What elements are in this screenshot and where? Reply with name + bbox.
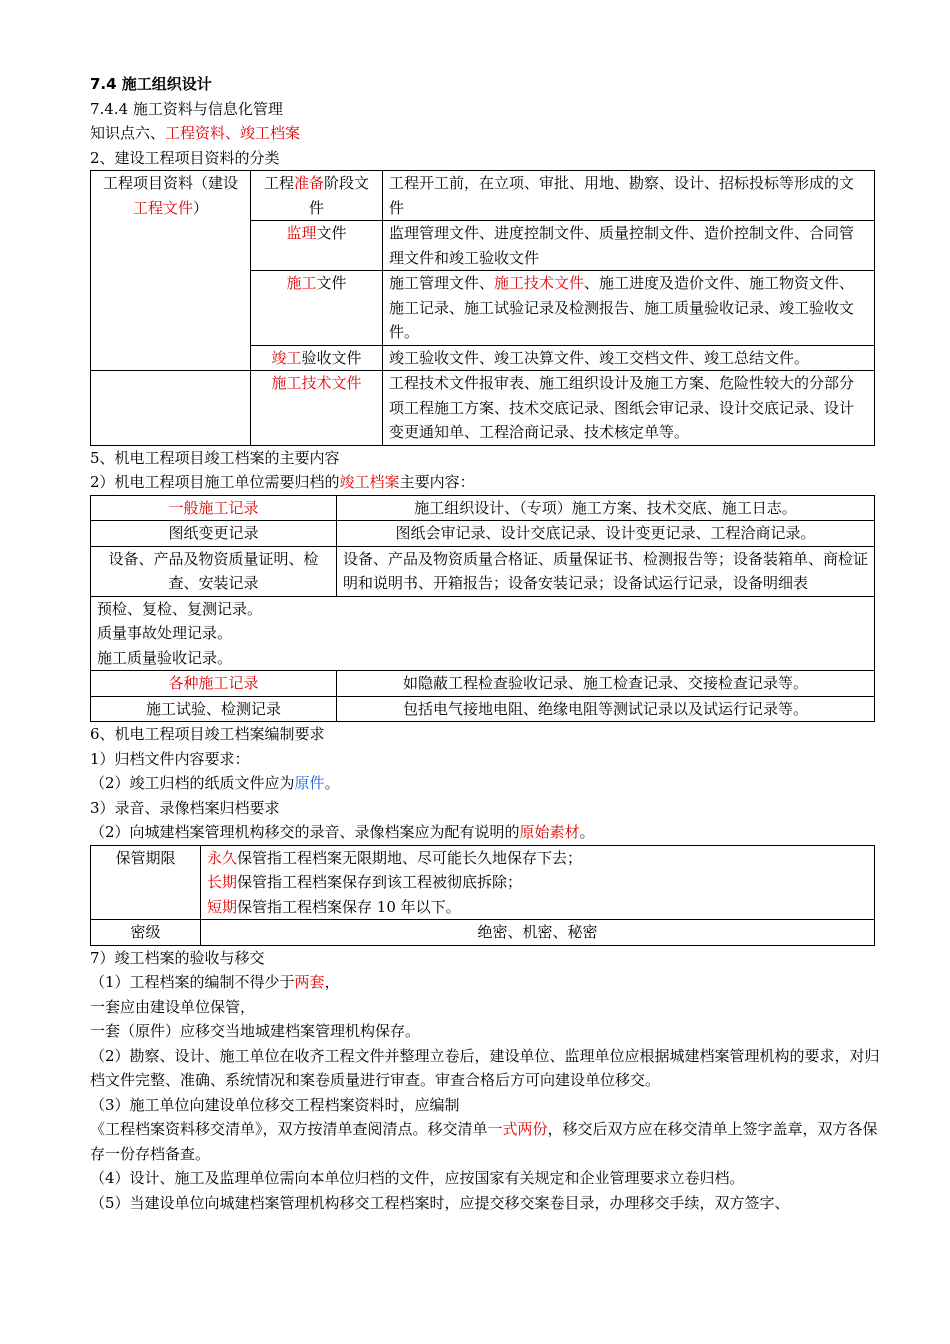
prep-doc-desc: 工程开工前，在立项、审批、用地、勘察、设计、招标投标等形成的文件	[383, 171, 875, 221]
retention-table	[90, 845, 875, 946]
s7-para: （1）工程档案的编制不得少于两套，	[90, 973, 340, 991]
s7-para: 《工程档案资料移交清单》，双方按清单查阅清点。移交清单一式两份，移交后双方应在移交清单上签字盖章，双方各保存一份存档备查。	[90, 1120, 878, 1163]
archive-merged-cell	[91, 596, 875, 671]
archive-key: 设备、产品及物资质量证明、检查、安装记录	[91, 546, 337, 596]
s5-title: 5、机电工程项目竣工档案的主要内容	[90, 448, 340, 467]
document-page	[90, 72, 880, 1215]
archive-value: 包括电气接地电阻、绝缘电阻等测试记录以及试运行记录等。	[337, 696, 875, 722]
s5-subtitle: 2）机电工程项目施工单位需要归档的竣工档案主要内容：	[90, 473, 475, 491]
construction-doc-desc: 施工管理文件、施工技术文件、施工进度及造价文件、施工物资文件、施工记录、施工试验记录及检测报告、施工质量验收记录、竣工验收文件。	[383, 271, 875, 346]
merged-line: 质量事故处理记录。	[97, 624, 233, 642]
merged-line: 施工质量验收记录。	[97, 648, 233, 667]
archive-key: 图纸变更记录	[91, 521, 337, 547]
s6-line: （2）竣工归档的纸质文件应为原件。	[90, 774, 340, 792]
s7-para: （5）当建设单位向城建档案管理机构移交工程档案时，应提交移交案卷目录，办理移交手续，双方签字、	[90, 1193, 790, 1212]
retention-line: 永久保管指工程档案无限期地、尽可能长久地保存下去；	[207, 848, 583, 867]
archive-key: 施工试验、检测记录	[91, 696, 337, 722]
project-data-cell: 工程项目资料（建设工程文件）	[91, 171, 251, 371]
s6-title: 6、机电工程项目竣工档案编制要求	[90, 725, 325, 743]
supervision-doc-type: 监理文件	[251, 221, 383, 271]
archive-content-table	[90, 495, 875, 723]
archive-value: 施工组织设计、（专项）施工方案、技术交底、施工日志。	[337, 495, 875, 521]
retention-line: 短期保管指工程档案保存 10 年以下。	[207, 897, 461, 916]
s7-para: （3）施工单位向建设单位移交工程档案资料时，应编制	[90, 1095, 460, 1114]
section-heading: 7.4 施工组织设计	[90, 75, 212, 93]
knowledge-point: 知识点六、工程资料、竣工档案	[90, 124, 301, 142]
secrecy-value: 绝密、机密、秘密	[201, 920, 875, 946]
archive-value: 图纸会审记录、设计交底记录、设计变更记录、工程洽商记录。	[337, 521, 875, 547]
retention-value	[201, 845, 875, 920]
s7-title: 7）竣工档案的验收与移交	[90, 948, 265, 967]
s7-para: （2）勘察、设计、施工单位在收齐工程文件并整理立卷后，建设单位、监理单位应根据城建档案管理机构的要求，对归档文件完整、准确、系统情况和案卷质量进行审查。审查合格后方可向建设单位移交。	[90, 1046, 880, 1089]
s6-line: （2）向城建档案管理机构移交的录音、录像档案应为配有说明的原始素材。	[90, 823, 595, 841]
s7-para: 一套应由建设单位保管，	[90, 997, 256, 1016]
archive-value: 如隐蔽工程检查验收记录、施工检查记录、交接检查记录等。	[337, 671, 875, 697]
tech-doc-type: 施工技术文件	[251, 371, 383, 446]
s7-para: （4）设计、施工及监理单位需向本单位归档的文件，应按国家有关规定和企业管理要求立卷归档。	[90, 1169, 745, 1187]
completion-doc-desc: 竣工验收文件、竣工决算文件、竣工交档文件、竣工总结文件。	[383, 345, 875, 371]
classification-table	[90, 170, 875, 446]
secrecy-key: 密级	[91, 920, 201, 946]
prep-doc-type: 工程准备阶段文件	[251, 171, 383, 221]
completion-doc-type: 竣工验收文件	[251, 345, 383, 371]
tech-doc-desc: 工程技术文件报审表、施工组织设计及施工方案、危险性较大的分部分项工程施工方案、技术交底记录、图纸会审记录、设计交底记录、设计变更通知单、工程洽商记录、技术核定单等。	[383, 371, 875, 446]
s6-line: 3）录音、录像档案归档要求	[90, 798, 280, 817]
retention-key: 保管期限	[91, 845, 201, 920]
archive-key: 一般施工记录	[91, 495, 337, 521]
construction-doc-type: 施工文件	[251, 271, 383, 346]
supervision-doc-desc: 监理管理文件、进度控制文件、质量控制文件、造价控制文件、合同管理文件和竣工验收文件	[383, 221, 875, 271]
s6-line: 1）归档文件内容要求：	[90, 749, 250, 768]
merged-line: 预检、复检、复测记录。	[97, 599, 263, 618]
archive-key: 各种施工记录	[91, 671, 337, 697]
archive-value: 设备、产品及物资质量合格证、质量保证书、检测报告等；设备装箱单、商检证明和说明书、开箱报告；设备安装记录；设备试运行记录，设备明细表	[337, 546, 875, 596]
s2-title: 2、建设工程项目资料的分类	[90, 148, 280, 167]
s7-para: 一套（原件）应移交当地城建档案管理机构保存。	[90, 1022, 421, 1040]
subsection-heading: 7.4.4 施工资料与信息化管理	[90, 99, 283, 118]
empty-cell	[91, 371, 251, 446]
retention-line: 长期保管指工程档案保存到该工程被彻底拆除；	[207, 873, 523, 891]
